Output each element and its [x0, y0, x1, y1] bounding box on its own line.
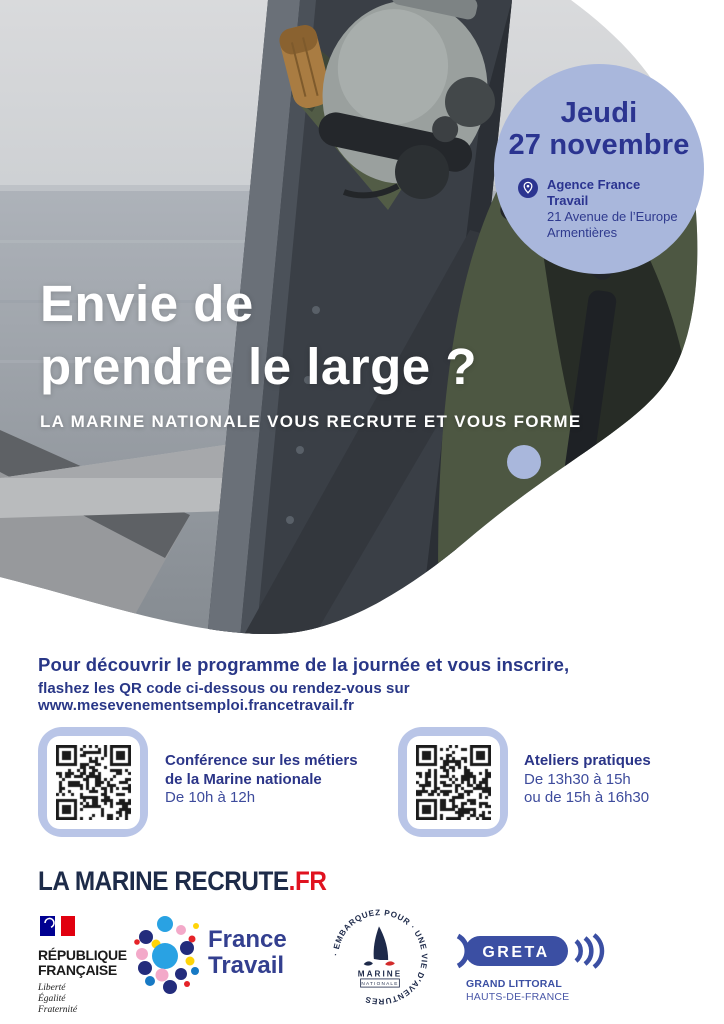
greta-region-line1: GRAND LITTORAL — [466, 978, 562, 990]
cta-subheading: flashez les QR code ci-dessous ou rendez-vous sur www.mesevenementsemploi.francetravail.fr — [38, 680, 410, 714]
session-title-line: Conférence sur les métiers — [165, 752, 358, 769]
greta-region-line2: HAUTS-DE-FRANCE — [466, 991, 570, 1003]
rf-motto-liberte: Liberté — [38, 983, 66, 993]
badge-center-marine: MARINE — [357, 969, 403, 979]
marine-nationale-badge — [329, 906, 431, 1008]
rf-motto-fraternite: Fraternité — [38, 1005, 78, 1015]
date-circle — [494, 64, 704, 274]
la-marine-recrute-fr: .FR — [288, 866, 327, 896]
hero-title-line2: prendre le large ? — [40, 338, 477, 395]
event-date: 27 novembre — [508, 129, 690, 161]
session-title-line: Ateliers pratiques — [524, 752, 651, 769]
location-pin-icon — [518, 178, 538, 198]
badge-arc-text: · EMBARQUEZ POUR · UNE VIE D'AVENTURES — [331, 908, 429, 1006]
la-marine-recrute-text: LA MARINE RECRUTE — [38, 866, 289, 896]
helmet-earcup — [445, 77, 495, 127]
venue-city: Armentières — [547, 225, 618, 240]
session-time-line: ou de 15h à 16h30 — [524, 789, 650, 806]
badge-center-nationale: NATIONALE — [361, 981, 399, 987]
rf-line2: FRANÇAISE — [38, 962, 117, 978]
republique-francaise-logo — [38, 915, 127, 1016]
venue-address: 21 Avenue de l’Europe — [547, 209, 678, 224]
qr-code-conference — [56, 745, 131, 820]
france-travail-line1: France — [208, 926, 287, 953]
hero-title — [40, 272, 581, 398]
greta-banner — [452, 933, 620, 969]
france-travail-logo — [134, 912, 287, 994]
rf-line1: RÉPUBLIQUE — [38, 947, 127, 963]
oxygen-mask — [395, 145, 449, 199]
greta-logo — [452, 933, 620, 1004]
venue-name: Agence France Travail — [547, 177, 641, 208]
accent-dot — [507, 445, 541, 479]
qr-frame-conference — [38, 727, 148, 837]
session-title-line: de la Marine nationale — [165, 770, 322, 788]
france-travail-line2: Travail — [208, 952, 285, 979]
greta-parens-right — [576, 935, 602, 967]
la-marine-recrute-logo — [38, 866, 326, 897]
session-conference — [165, 752, 358, 808]
rf-motto-egalite: Égalité — [38, 994, 66, 1004]
hero-text — [40, 272, 581, 432]
french-flag-icon — [38, 915, 78, 939]
session-ateliers — [524, 752, 651, 808]
qr-code-ateliers — [416, 745, 491, 820]
hero-title-line1: Envie de — [40, 275, 254, 332]
greta-name: GRETA — [482, 944, 550, 961]
france-travail-dots-icon — [134, 912, 202, 994]
hero-subtitle: LA MARINE NATIONALE VOUS RECRUTE ET VOUS FORME — [40, 412, 582, 431]
cta-block — [38, 654, 724, 714]
session-time-line: De 10h à 12h — [165, 789, 256, 806]
cta-heading: Pour découvrir le programme de la journée et vous inscrire, — [38, 654, 570, 675]
event-day: Jeudi — [560, 97, 638, 129]
qr-frame-ateliers — [398, 727, 508, 837]
session-time-line: De 13h30 à 15h — [524, 770, 631, 788]
